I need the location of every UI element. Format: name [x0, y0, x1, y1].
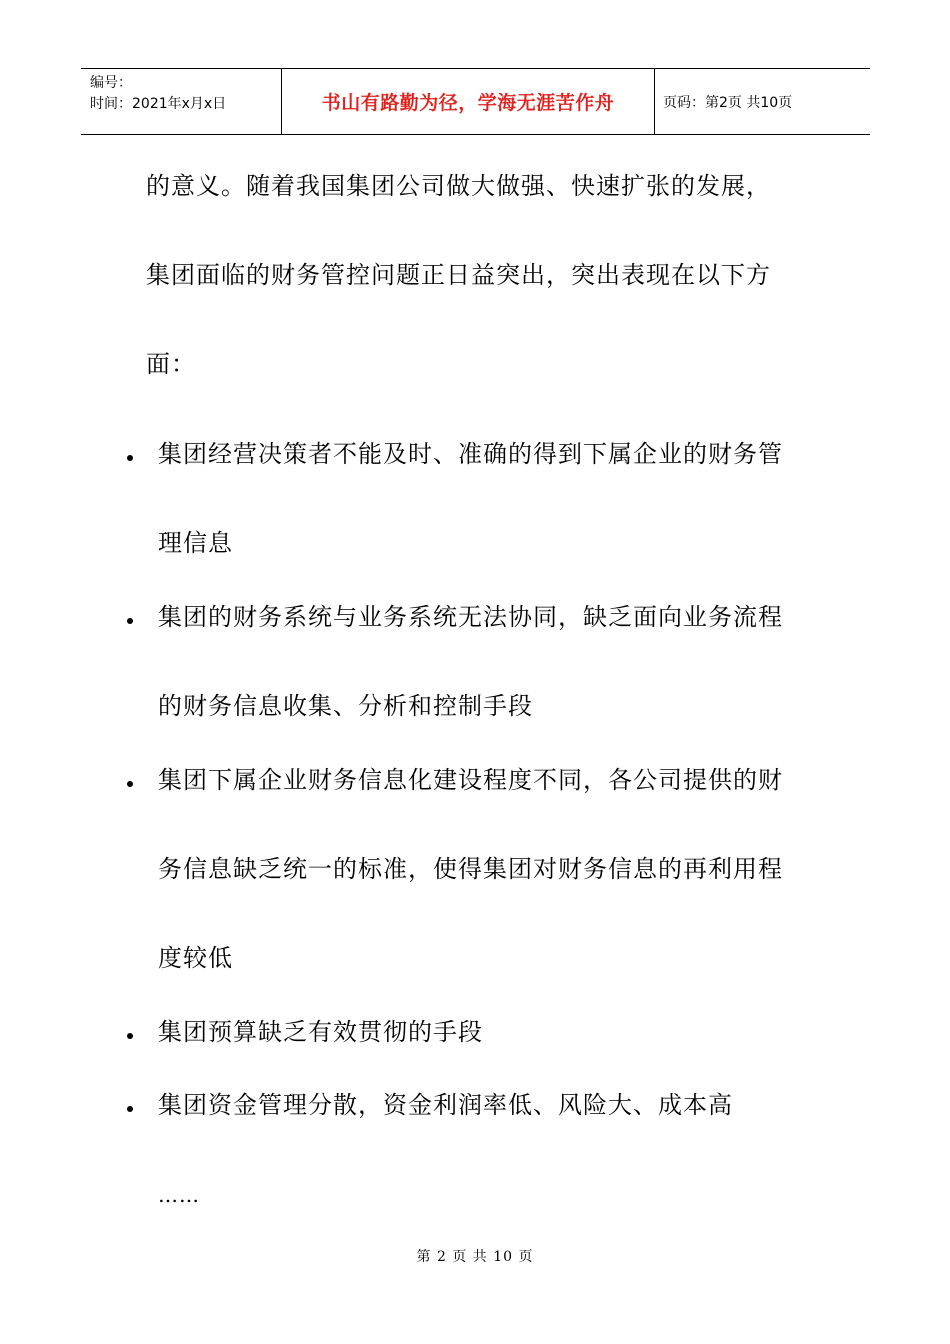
intro-line-2: 集团面临的财务管控问题正日益突出，突出表现在以下方 [146, 261, 771, 289]
doc-time-label: 时间：2021年x月x日 [90, 96, 227, 112]
bullet-1-line-1: 集团经营决策者不能及时、准确的得到下属企业的财务管 [158, 440, 783, 468]
bullet-1-line-2: 理信息 [158, 529, 233, 557]
intro-line-1: 的意义。随着我国集团公司做大做强、快速扩张的发展， [146, 172, 771, 200]
bullet-5-line-1: 集团资金管理分散，资金利润率低、风险大、成本高 [158, 1091, 733, 1119]
bullet-dot [127, 781, 133, 787]
header-motto: 书山有路勤为径，学海无涯苦作舟 [321, 92, 615, 114]
bullet-3-line-2: 务信息缺乏统一的标准，使得集团对财务信息的再利用程 [158, 855, 783, 883]
header-motto-cell [282, 69, 655, 134]
intro-line-3: 面： [146, 350, 196, 378]
bullet-4-line-1: 集团预算缺乏有效贯彻的手段 [158, 1018, 483, 1046]
bullet-2-line-1: 集团的财务系统与业务系统无法协同，缺乏面向业务流程 [158, 603, 783, 631]
page-header [81, 68, 870, 135]
bullet-2-line-2: 的财务信息收集、分析和控制手段 [158, 692, 533, 720]
bullet-dot [127, 455, 133, 461]
doc-number-label: 编号： [90, 75, 132, 91]
bullet-dot [127, 1033, 133, 1039]
bullet-3-line-3: 度较低 [158, 944, 233, 972]
header-page-code-cell [655, 69, 870, 134]
header-page-code: 页码：第2页 共10页 [663, 94, 793, 111]
header-meta [81, 69, 282, 134]
bullet-dot [127, 1106, 133, 1112]
ellipsis-text: …… [158, 1183, 200, 1207]
bullet-dot [127, 618, 133, 624]
page-footer: 第 2 页 共 10 页 [416, 1249, 534, 1265]
bullet-3-line-1: 集团下属企业财务信息化建设程度不同，各公司提供的财 [158, 766, 783, 794]
